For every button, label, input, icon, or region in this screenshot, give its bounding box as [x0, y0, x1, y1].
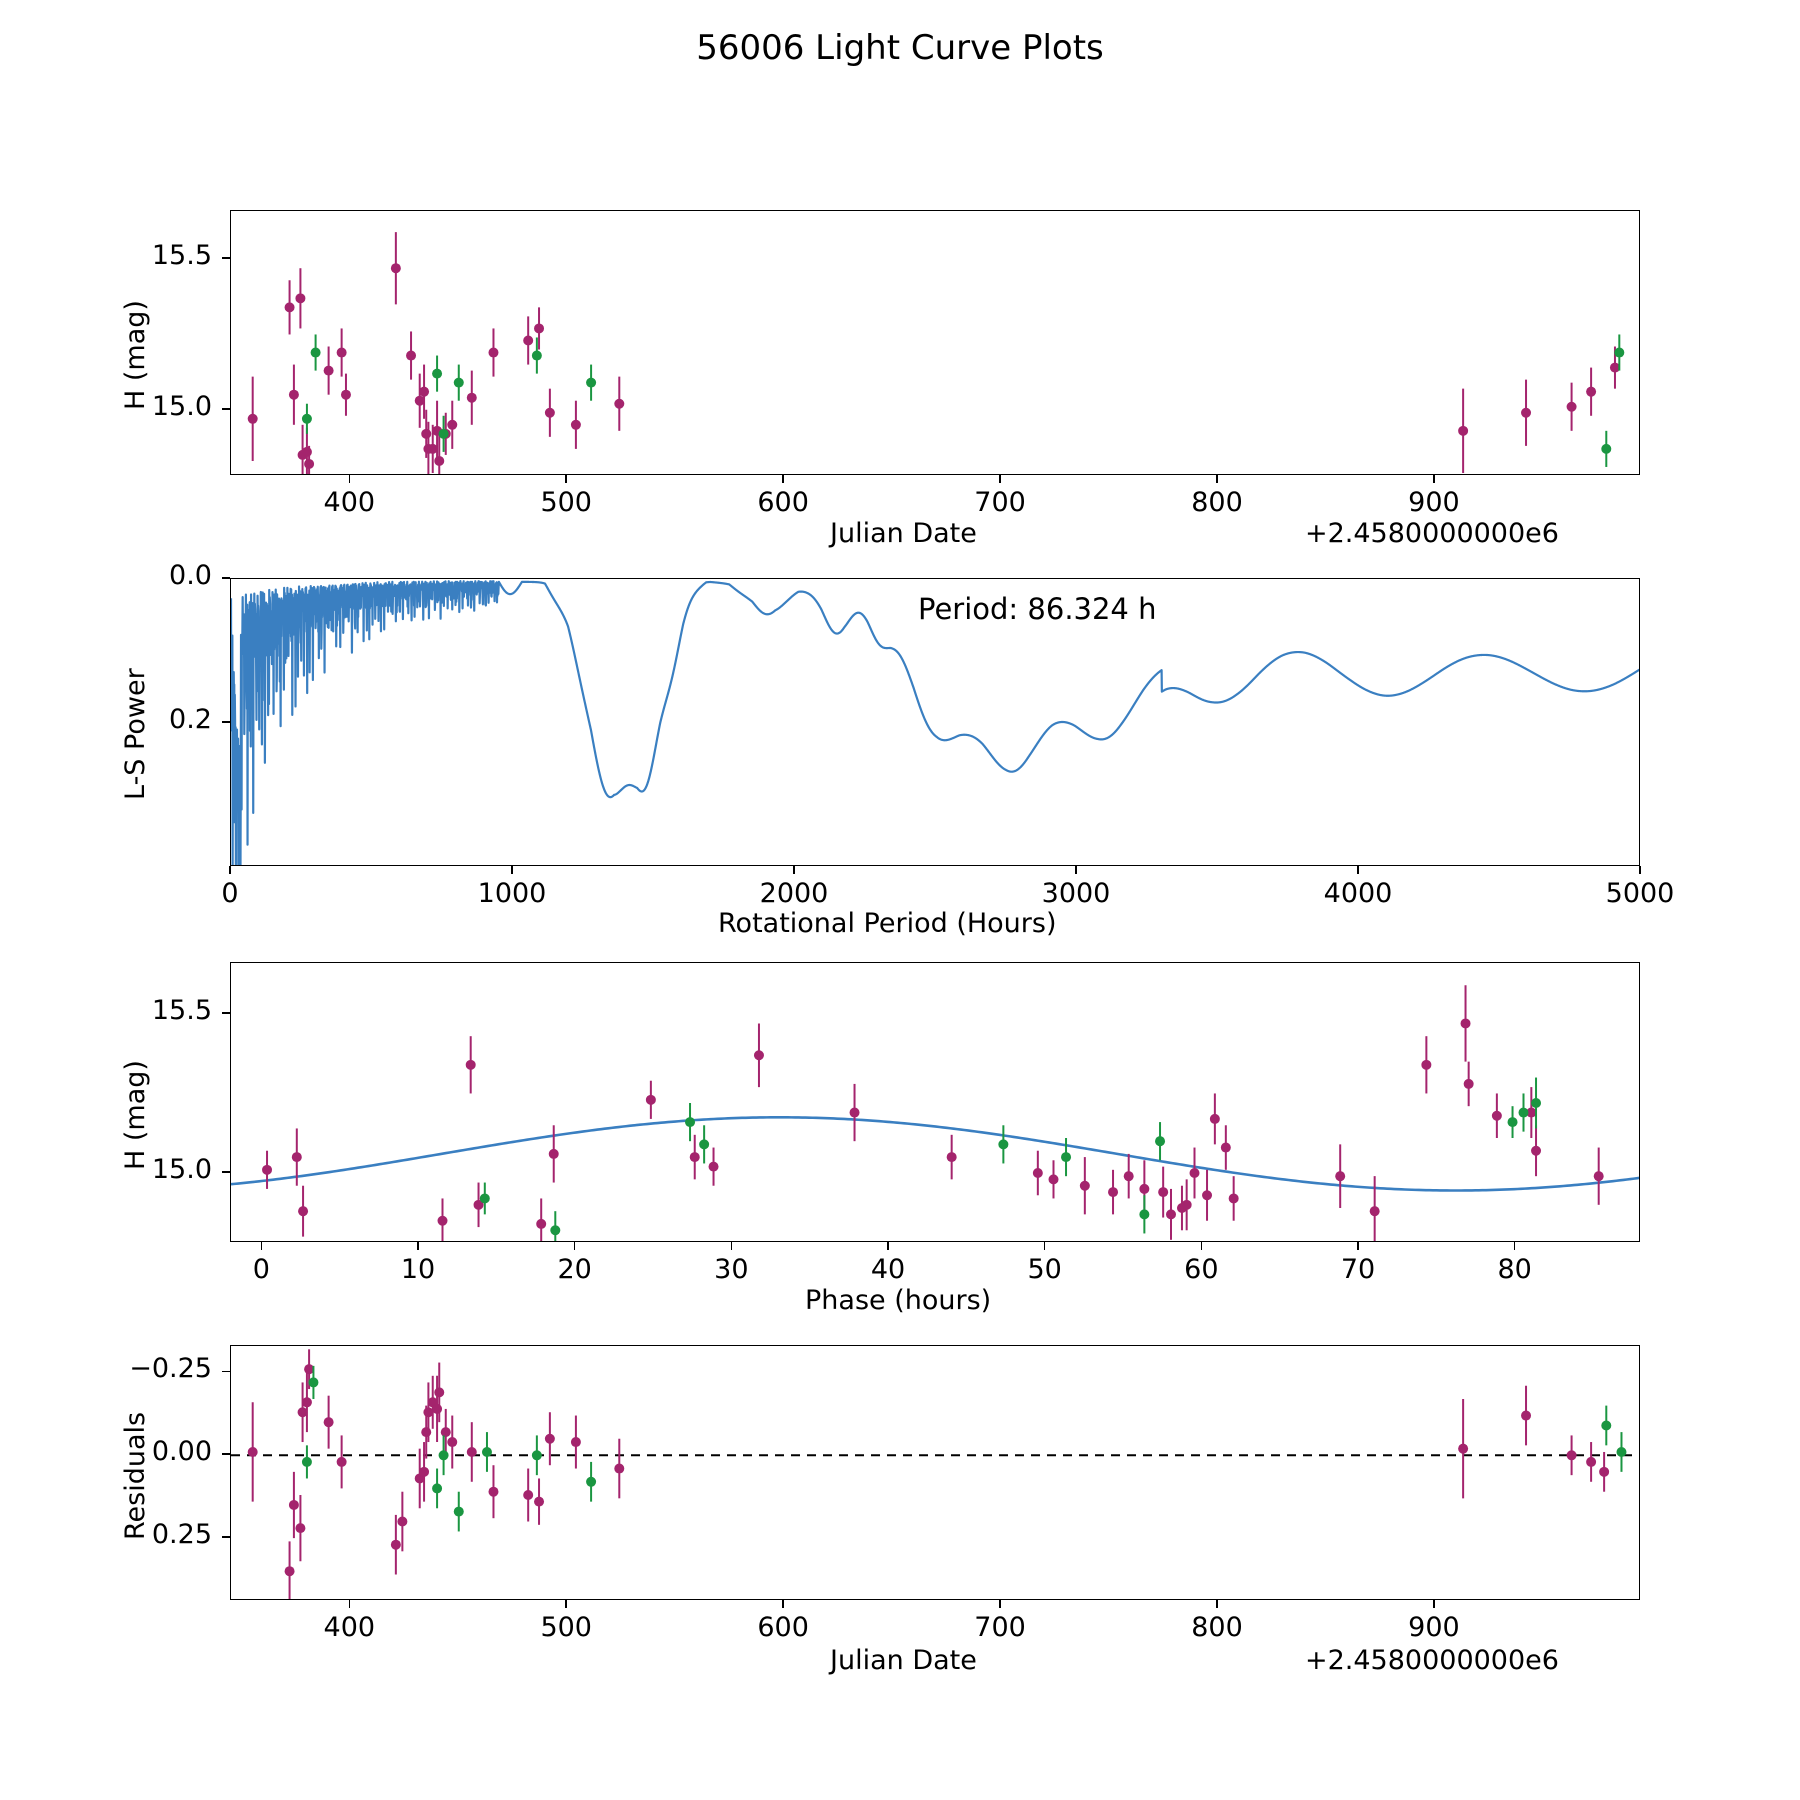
series-green	[302, 334, 1624, 467]
x-tickmark	[574, 1242, 576, 1250]
series-green	[480, 1078, 1541, 1242]
x-tickmark	[1201, 1242, 1203, 1250]
x-tick-label: 40	[870, 1254, 906, 1285]
y-tick-label: 15.0	[151, 390, 212, 422]
figure-title: 56006 Light Curve Plots	[696, 28, 1104, 68]
x-tick-label: 600	[757, 1612, 809, 1643]
plot-area-lightcurve	[230, 210, 1640, 475]
series-magenta	[262, 985, 1604, 1242]
x-tickmark	[793, 866, 795, 874]
x-tick-label: 60	[1184, 1254, 1219, 1285]
axis-label-x-panel3: Phase (hours)	[805, 1285, 992, 1316]
x-tick-label: 3000	[1041, 878, 1111, 909]
x-tick-label: 600	[757, 487, 809, 518]
x-tickmark	[417, 1242, 419, 1250]
y-tick-label: 15.0	[151, 1154, 212, 1185]
x-tickmark	[1216, 475, 1218, 483]
x-tickmark	[1514, 1242, 1516, 1250]
y-tick-label: 15.5	[151, 994, 212, 1026]
x-tickmark	[731, 1242, 733, 1250]
y-tickmark	[222, 1453, 230, 1455]
axis-label-y-panel2: L-S Power	[120, 668, 151, 800]
x-tickmark	[349, 1600, 351, 1608]
x-tickmark	[782, 1600, 784, 1608]
panel-phase-folded	[230, 962, 1640, 1242]
y-tick-label: 15.5	[151, 240, 212, 272]
x-tick-label: 50	[1027, 1254, 1062, 1285]
x-tickmark	[782, 475, 784, 483]
x-tickmark	[349, 475, 351, 483]
x-tick-label: 500	[540, 1612, 592, 1643]
axis-label-y-panel3: H (mag)	[120, 1060, 151, 1170]
x-tick-label: 900	[1408, 487, 1460, 518]
x-tick-label: 1000	[477, 878, 547, 909]
plot-area-residuals	[230, 1345, 1640, 1600]
y-tick-label: −0.25	[129, 1353, 212, 1385]
axis-label-y-panel4: Residuals	[120, 1411, 151, 1540]
x-tick-label: 0	[221, 878, 239, 909]
x-tick-label: 700	[974, 487, 1026, 518]
x-tickmark	[1433, 1600, 1435, 1608]
x-tickmark	[565, 475, 567, 483]
x-tick-label: 4000	[1323, 878, 1393, 909]
x-tickmark	[999, 475, 1001, 483]
x-tickmark	[1075, 866, 1077, 874]
x-offset-text-panel1: +2.4580000000e6	[1305, 518, 1559, 549]
x-tickmark	[511, 866, 513, 874]
x-tick-label: 500	[540, 487, 592, 518]
axis-label-y-panel1: H (mag)	[120, 300, 151, 410]
y-tick-label: 0.25	[151, 1519, 212, 1551]
series-magenta	[248, 1349, 1609, 1600]
y-tickmark	[222, 1536, 230, 1538]
x-tickmark	[229, 866, 231, 874]
period-annotation: Period: 86.324 h	[918, 592, 1157, 626]
y-tickmark	[222, 257, 230, 259]
x-tickmark	[1216, 1600, 1218, 1608]
series-magenta	[248, 232, 1620, 475]
y-tickmark	[222, 577, 230, 579]
x-tickmark	[999, 1600, 1001, 1608]
x-tick-label: 2000	[759, 878, 829, 909]
x-tickmark	[1357, 866, 1359, 874]
x-tickmark	[1433, 475, 1435, 483]
y-tickmark	[222, 408, 230, 410]
x-tick-label: 900	[1408, 1612, 1460, 1643]
x-tick-label: 400	[323, 1612, 376, 1643]
axis-label-x-panel4: Julian Date	[830, 1645, 977, 1676]
y-tick-label: 0.00	[151, 1436, 212, 1468]
y-tickmark	[222, 1171, 230, 1173]
x-tick-label: 0	[252, 1254, 270, 1285]
y-tickmark	[222, 1012, 230, 1014]
x-tick-label: 800	[1191, 487, 1243, 518]
x-tick-label: 80	[1497, 1254, 1532, 1285]
x-tick-label: 700	[974, 1612, 1026, 1643]
x-tick-label: 30	[714, 1254, 749, 1285]
x-tickmark	[1357, 1242, 1359, 1250]
y-tick-label: 0.0	[169, 560, 212, 591]
axis-label-x-panel1: Julian Date	[830, 518, 977, 549]
x-tickmark	[1639, 866, 1641, 874]
x-offset-text-panel4: +2.4580000000e6	[1305, 1645, 1559, 1676]
y-tickmark	[222, 721, 230, 723]
x-tick-label: 800	[1191, 1612, 1243, 1643]
series-green	[302, 1366, 1627, 1532]
x-tick-label: 5000	[1605, 878, 1675, 909]
x-tickmark	[887, 1242, 889, 1250]
x-tick-label: 10	[400, 1254, 436, 1285]
y-tick-label: 0.2	[169, 704, 212, 735]
x-tickmark	[261, 1242, 263, 1250]
x-tickmark	[1044, 1242, 1046, 1250]
panel-lightcurve-vs-date	[230, 210, 1640, 475]
x-tick-label: 20	[557, 1254, 592, 1285]
plot-area-phase-folded	[230, 962, 1640, 1242]
x-tick-label: 70	[1340, 1254, 1376, 1285]
panel-residuals	[230, 1345, 1640, 1600]
x-tick-label: 400	[323, 487, 376, 518]
axis-label-x-panel2: Rotational Period (Hours)	[718, 908, 1057, 939]
x-tickmark	[565, 1600, 567, 1608]
y-tickmark	[222, 1371, 230, 1373]
